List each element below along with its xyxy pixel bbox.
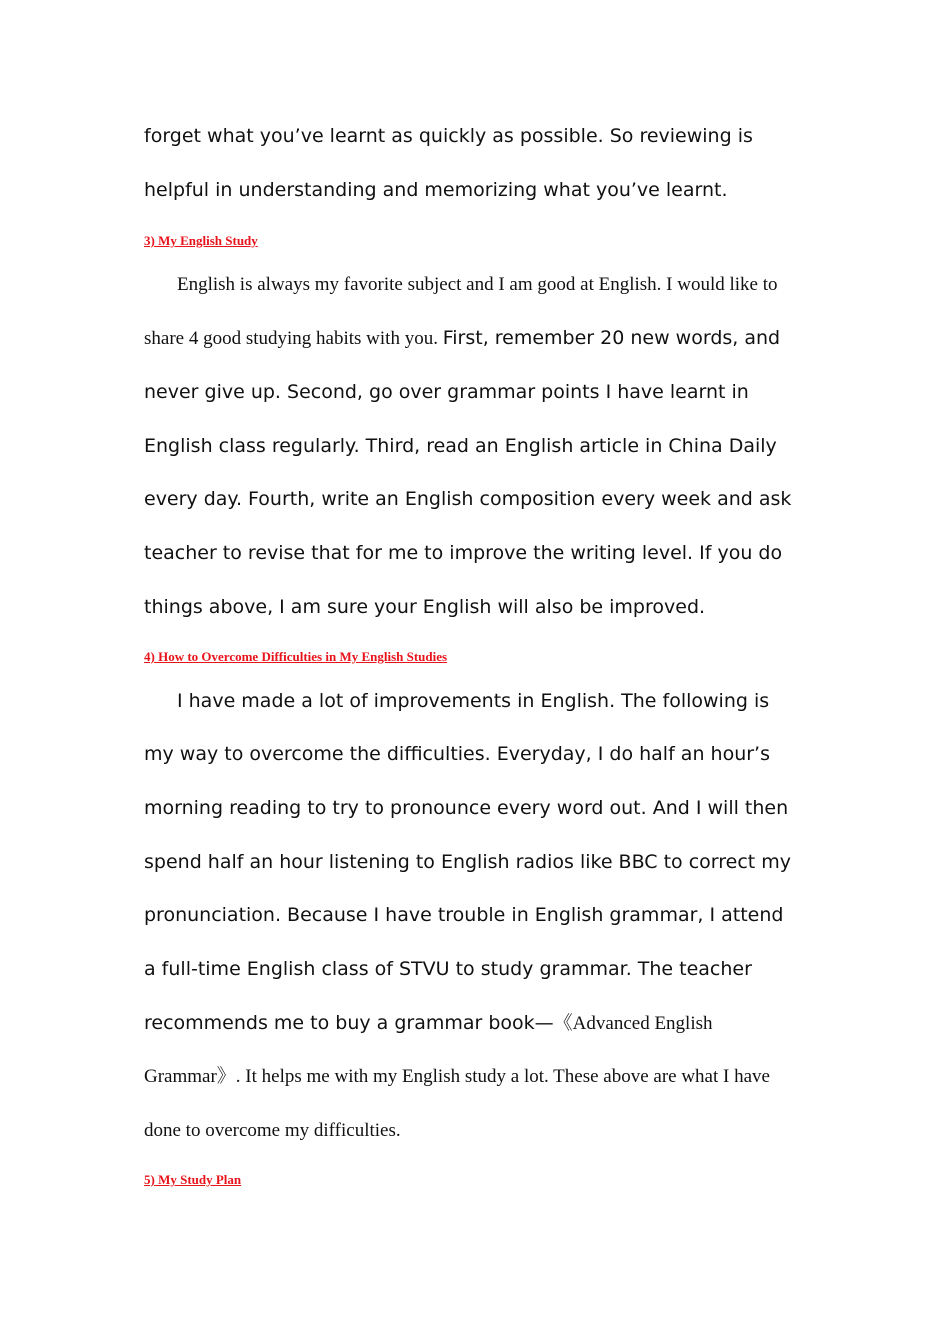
paragraph-text-sans: recommends me to buy a grammar book— bbox=[144, 1012, 554, 1034]
paragraph-line: I have made a lot of improvements in English. The following is bbox=[177, 690, 770, 712]
paragraph-line: spend half an hour listening to English radios like BBC to correct my bbox=[144, 851, 792, 873]
paragraph-line: forget what you’ve learnt as quickly as possible. So reviewing is bbox=[144, 125, 753, 147]
paragraph-line: every day. Fourth, write an English composition every week and ask bbox=[144, 488, 792, 510]
paragraph-line: English class regularly. Third, read an English article in China Daily bbox=[144, 435, 777, 457]
paragraph-line: teacher to revise that for me to improve the writing level. If you do bbox=[144, 542, 783, 564]
paragraph-text-serif: 《Advanced English bbox=[553, 1013, 713, 1034]
paragraph-line: done to overcome my difficulties. bbox=[144, 1120, 401, 1141]
paragraph-line: helpful in understanding and memorizing what you’ve learnt. bbox=[144, 179, 728, 201]
section-heading-my-english-study: 3) My English Study bbox=[144, 233, 258, 248]
section-heading-study-plan: 5) My Study Plan bbox=[144, 1172, 242, 1187]
paragraph-line: morning reading to try to pronounce every word out. And I will then bbox=[144, 797, 789, 819]
paragraph-line: a full-time English class of STVU to study grammar. The teacher bbox=[144, 958, 752, 980]
section-heading-overcome-difficulties: 4) How to Overcome Difficulties in My English Studies bbox=[144, 649, 448, 664]
paragraph-line-mixed bbox=[144, 326, 780, 352]
paragraph-line: never give up. Second, go over grammar points I have learnt in bbox=[144, 381, 749, 403]
paragraph-line: English is always my favorite subject and I am good at English. I would like to bbox=[177, 274, 778, 295]
paragraph-text-sans: First, remember 20 new words, and bbox=[442, 327, 781, 349]
paragraph-line: my way to overcome the difficulties. Everyday, I do half an hour’s bbox=[144, 743, 770, 765]
paragraph-line: Grammar》. It helps me with my English study a lot. These above are what I have bbox=[144, 1066, 770, 1087]
paragraph-line-mixed bbox=[144, 1011, 713, 1037]
paragraph-line: pronunciation. Because I have trouble in English grammar, I attend bbox=[144, 904, 784, 926]
paragraph-text-serif: share 4 good studying habits with you. bbox=[144, 328, 443, 349]
paragraph-line: things above, I am sure your English will also be improved. bbox=[144, 596, 706, 618]
